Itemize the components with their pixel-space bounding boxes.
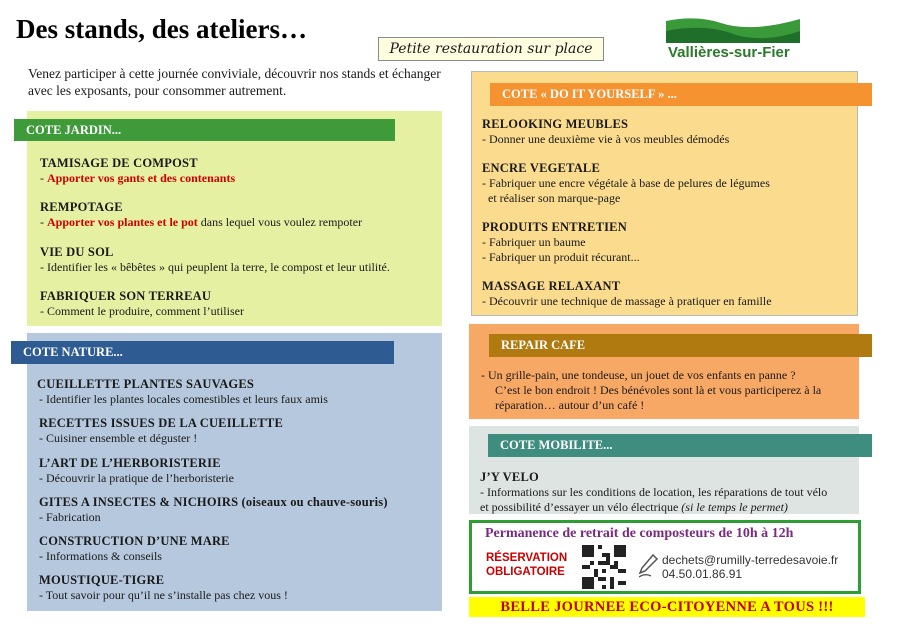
item-desc: - Identifier les plantes locales comestibles et leurs faux amis <box>39 392 328 406</box>
item-title: MASSAGE RELAXANT <box>482 279 621 293</box>
diy-header: COTE « DO IT YOURSELF » ... <box>490 83 872 106</box>
intro-text: Venez participer à cette journée conviviale, découvrir nos stands et échanger avec les exposants, pour consommer autrement. <box>28 66 441 98</box>
nature-item-moustique <box>39 573 439 603</box>
logo-text: Vallières-sur-Fier <box>668 44 790 61</box>
item-desc: - Tout savoir pour qu’il ne s’installe pas chez vous ! <box>39 588 288 602</box>
item-title: TAMISAGE DE COMPOST <box>40 156 198 170</box>
pen-icon <box>637 553 659 579</box>
item-title: GITES A INSECTES & NICHOIRS (oiseaux ou chauve-souris) <box>39 495 388 509</box>
mountain-logo-icon <box>666 13 800 43</box>
diy-item-massage <box>482 279 862 309</box>
item-title: REMPOTAGE <box>40 200 123 214</box>
item-desc: et réaliser son marque-page <box>482 191 621 205</box>
page-title: Des stands, des ateliers… <box>16 14 307 44</box>
jardin-item-vie-sol <box>40 245 440 275</box>
permanence-box <box>469 520 861 594</box>
mobilite-header: COTE MOBILITE... <box>488 434 872 457</box>
warning-text: Apporter vos plantes et le pot <box>47 215 198 229</box>
phone-number: 04.50.01.86.91 <box>662 567 743 581</box>
jardin-header: COTE JARDIN... <box>14 119 395 141</box>
footer-banner: BELLE JOURNEE ECO-CITOYENNE A TOUS !!! <box>469 597 865 617</box>
nature-header: COTE NATURE... <box>11 341 394 364</box>
item-desc: - Donner une deuxième vie à vos meubles démodés <box>482 132 730 146</box>
jardin-item-compost: TAMISAGE DE COMPOST - Apporter vos gants et des contenants <box>40 156 440 186</box>
item-desc: - Fabriquer un baume <box>482 235 586 249</box>
item-title: RELOOKING MEUBLES <box>482 117 629 131</box>
contact-info <box>662 553 838 581</box>
diy-item-encre <box>482 161 862 206</box>
nature-item-mare <box>39 534 439 564</box>
logo <box>666 13 800 63</box>
nature-item-recettes <box>39 416 439 446</box>
item-title: J’Y VELO <box>480 470 539 484</box>
jardin-item-terreau <box>40 289 440 319</box>
item-title: PRODUITS ENTRETIEN <box>482 220 627 234</box>
item-title: L’ART DE L’HERBORISTERIE <box>39 456 221 470</box>
email-link[interactable]: dechets@rumilly-terredesavoie.fr <box>662 553 839 567</box>
jardin-item-rempotage: REMPOTAGE - Apporter vos plantes et le pot dans lequel vous voulez rempoter <box>40 200 440 230</box>
item-desc: - Fabrication <box>39 510 101 524</box>
repair-text: - Un grille-pain, une tondeuse, un jouet de vos enfants en panne ? C’est le bon endroit ! Des bénévoles sont là et vous participerez à la réparation… autour d’un café ! <box>481 368 822 412</box>
qr-code-icon[interactable] <box>582 545 626 589</box>
nature-item-herboristerie <box>39 456 439 486</box>
nature-item-gites <box>39 495 439 525</box>
item-desc: - Découvrir une technique de massage à pratiquer en famille <box>482 294 772 308</box>
diy-item-relooking <box>482 117 862 147</box>
item-title: MOUSTIQUE-TIGRE <box>39 573 165 587</box>
item-desc: - Informations & conseils <box>39 549 162 563</box>
item-title: RECETTES ISSUES DE LA CUEILLETTE <box>39 416 283 430</box>
nature-item-cueillette <box>37 377 437 407</box>
item-title: FABRIQUER SON TERREAU <box>40 289 212 303</box>
diy-item-produits <box>482 220 862 265</box>
item-desc: - Fabriquer un produit récurant... <box>482 250 640 264</box>
item-title: CONSTRUCTION D’UNE MARE <box>39 534 230 548</box>
item-title: CUEILLETTE PLANTES SAUVAGES <box>37 377 255 391</box>
item-desc: - Identifier les « bêbêtes » qui peuplent la terre, le compost et leur utilité. <box>40 260 390 274</box>
warning-text: Apporter vos gants et des contenants <box>47 171 236 185</box>
permanence-title: Permanence de retrait de composteurs de 10h à 12h <box>485 526 794 541</box>
repair-header: REPAIR CAFE <box>489 334 872 357</box>
item-desc: - Comment le produire, comment l’utiliser <box>40 304 244 318</box>
item-desc: - Fabriquer une encre végétale à base de pelures de légumes <box>482 176 770 190</box>
reservation-label: RÉSERVATION OBLIGATOIRE <box>486 552 568 578</box>
item-desc: - Cuisiner ensemble et déguster ! <box>39 431 198 445</box>
mobilite-item-velo: J’Y VELO - Informations sur les conditions de location, les réparations de tout vélo et possibilité d’essayer un vélo électrique (si le temps le permet) <box>480 470 865 515</box>
item-title: ENCRE VEGETALE <box>482 161 600 175</box>
item-title: VIE DU SOL <box>40 245 114 259</box>
restauration-badge: Petite restauration sur place <box>378 37 604 61</box>
item-desc: - Découvrir la pratique de l’herboristerie <box>39 471 234 485</box>
